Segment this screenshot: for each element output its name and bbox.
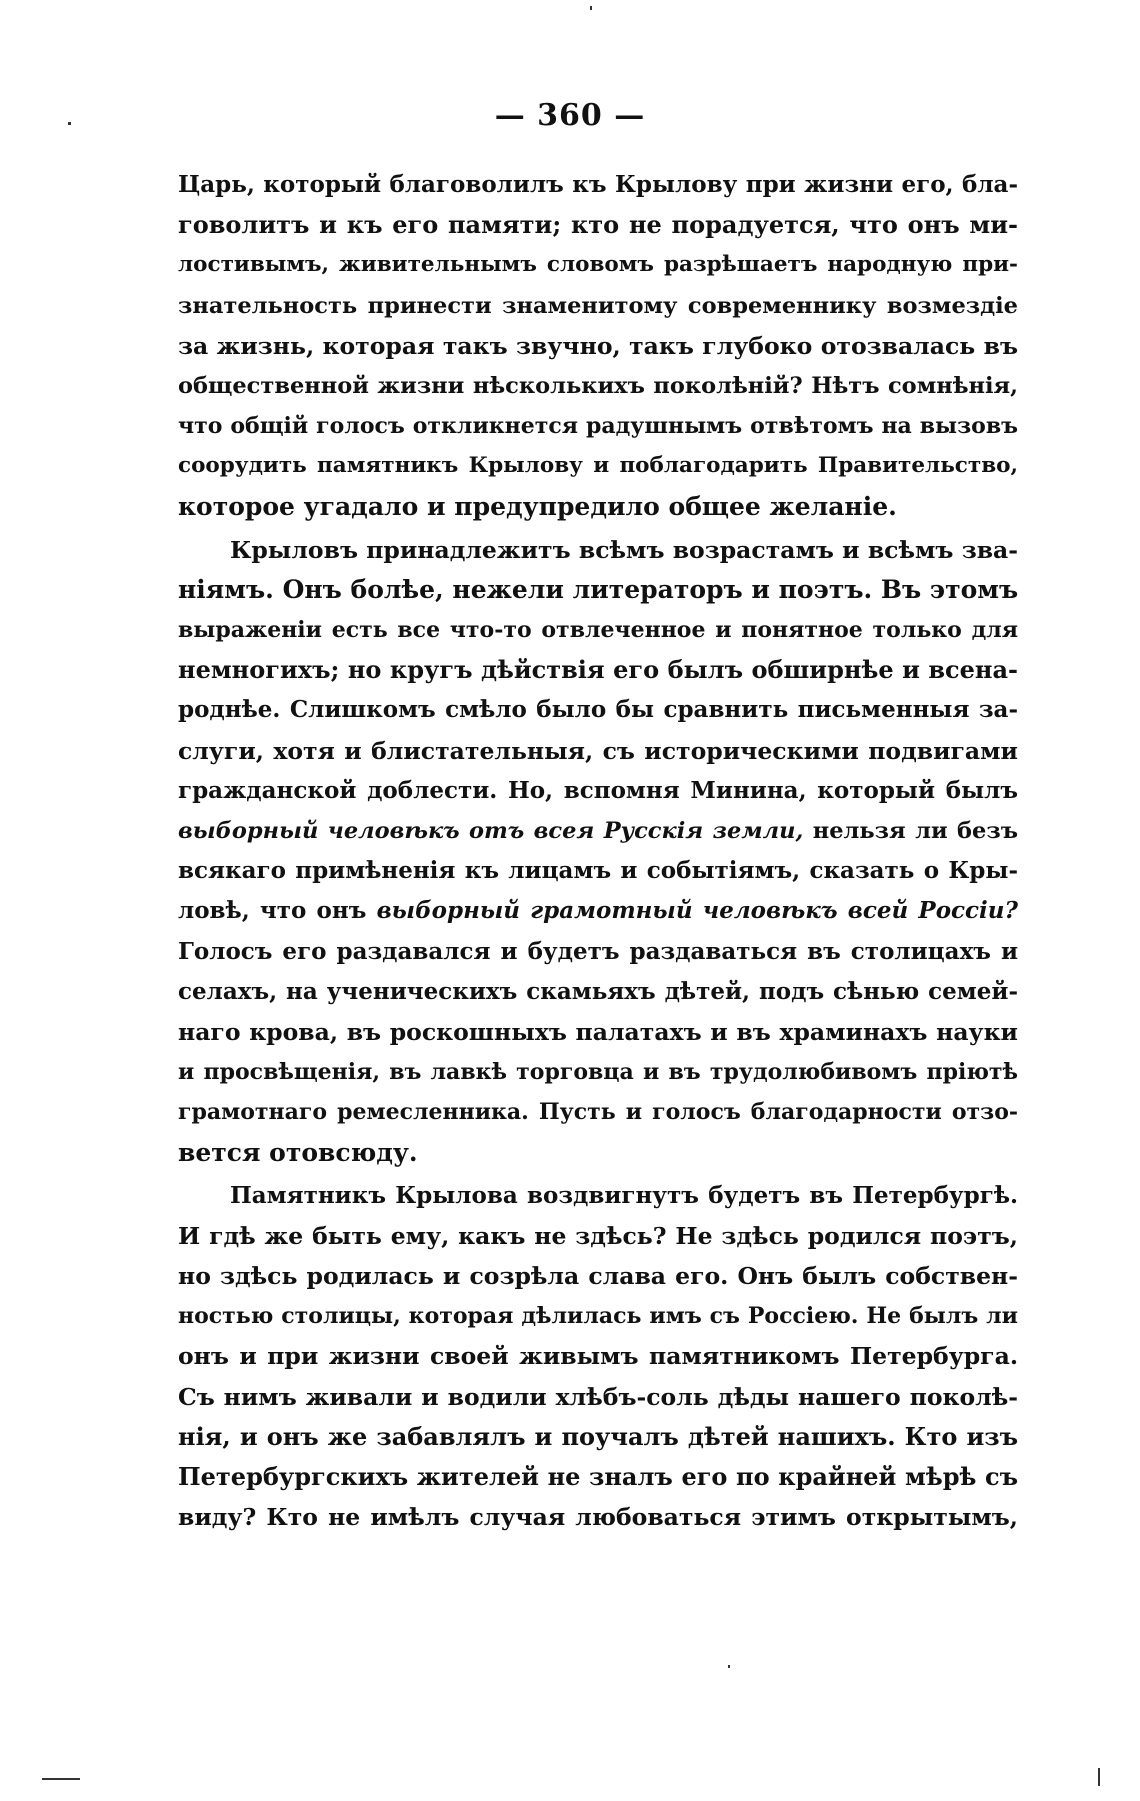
scan-speck xyxy=(1098,1768,1100,1786)
text-line: слуги, хотя и блистательныя, съ историческими подвигами xyxy=(178,736,1018,765)
text-line: онъ и при жизни своей живымъ памятникомъ Петербурга. xyxy=(178,1342,1018,1371)
text-line: ніямъ. Онъ болѣе, нежели литераторъ и поэтъ. Въ этомъ xyxy=(178,574,1018,604)
scan-speck xyxy=(68,122,71,125)
text-line: но здѣсь родилась и созрѣла слава его. Онъ былъ собствен- xyxy=(178,1262,1018,1291)
text-line: за жизнь, которая такъ звучно, такъ глубоко отозвалась въ xyxy=(178,331,1018,360)
text-line: ностью столицы, которая дѣлилась имъ съ Россіею. Не былъ ли xyxy=(178,1303,1018,1330)
page-number: — 360 — xyxy=(494,98,646,133)
text-line: нія, и онъ же забавлялъ и поучалъ дѣтей нашихъ. Кто изъ xyxy=(178,1421,1018,1451)
text-line: грамотнаго ремесленника. Пусть и голосъ благодарности отзо- xyxy=(178,1099,1018,1126)
text-line: Голосъ его раздавался и будетъ раздаваться въ столицахъ и xyxy=(178,937,1018,965)
italic-phrase: выборный грамотный человѣкъ всей Россіи? xyxy=(376,897,1018,925)
text-line: знательность принести знаменитому современнику возмездіе xyxy=(178,292,1018,319)
text-line: говолитъ и къ его памяти; кто не порадуется, что онъ ми- xyxy=(178,210,1018,240)
text-run: ловѣ, что онъ xyxy=(178,897,377,925)
text-line: общественной жизни нѣсколькихъ поколѣній? Нѣтъ сомнѣнія, xyxy=(178,372,1018,399)
text-line: немногихъ; но кругъ дѣйствія его былъ обширнѣе и всена- xyxy=(178,655,1018,685)
text-line: роднѣе. Слишкомъ смѣло было бы сравнить письменныя за- xyxy=(178,696,1018,724)
italic-phrase: выборный человѣкъ отъ всея Русскія земли, xyxy=(178,818,804,844)
text-line: Царь, который благоволилъ къ Крылову при жизни его, бла- xyxy=(178,171,1018,198)
text-line: всякаго примѣненія къ лицамъ и событіямъ, сказать о Кры- xyxy=(178,857,1018,885)
paragraph xyxy=(178,1176,1018,1538)
paragraph xyxy=(178,530,1018,1173)
text-line: наго крова, въ роскошныхъ палатахъ и въ храминахъ науки xyxy=(178,1017,1018,1046)
text-line-mixed xyxy=(178,811,1018,851)
text-line-mixed xyxy=(178,891,1018,931)
text-line: соорудить памятникъ Крылову и поблагодарить Правительство, xyxy=(178,453,1018,479)
text-line: И гдѣ же быть ему, какъ не здѣсь? Не здѣсь родился поэтъ, xyxy=(178,1221,1018,1250)
scan-speck xyxy=(42,1778,80,1780)
body-text xyxy=(178,165,1018,1537)
text-line: выраженіи есть все что-то отвлеченное и понятное только для xyxy=(178,617,1018,644)
scan-speck xyxy=(728,1665,730,1668)
scan-speck xyxy=(590,6,592,10)
text-line: Крыловъ принадлежитъ всѣмъ возрастамъ и всѣмъ зва- xyxy=(230,535,1018,564)
text-line: Памятникъ Крылова воздвигнутъ будетъ въ Петербургѣ. xyxy=(230,1181,1018,1209)
text-run: нельзя ли безъ xyxy=(803,818,1018,844)
text-line: гражданской доблести. Но, вспомня Минина, который былъ xyxy=(178,776,1018,804)
text-line: Съ нимъ живали и водили хлѣбъ-соль дѣды нашего поколѣ- xyxy=(178,1382,1018,1411)
text-line: селахъ, на ученическихъ скамьяхъ дѣтей, подъ сѣнью семей- xyxy=(178,977,1018,1005)
text-line: и просвѣщенія, въ лавкѣ торговца и въ трудолюбивомъ пріютѣ xyxy=(178,1059,1018,1086)
text-line: виду? Кто не имѣлъ случая любоваться этимъ открытымъ, xyxy=(178,1503,1018,1532)
text-line: Петербургскихъ жителей не зналъ его по крайней мѣрѣ съ xyxy=(178,1462,1018,1491)
text-line: что общій голосъ откликнется радушнымъ отвѣтомъ на вызовъ xyxy=(178,413,1018,440)
paragraph xyxy=(178,165,1018,527)
text-line: лостивымъ, живительнымъ словомъ разрѣшаетъ народную при- xyxy=(178,252,1018,278)
text-line: вется отовсюду. xyxy=(178,1137,418,1167)
text-line: которое угадало и предупредило общее желаніе. xyxy=(178,491,897,521)
